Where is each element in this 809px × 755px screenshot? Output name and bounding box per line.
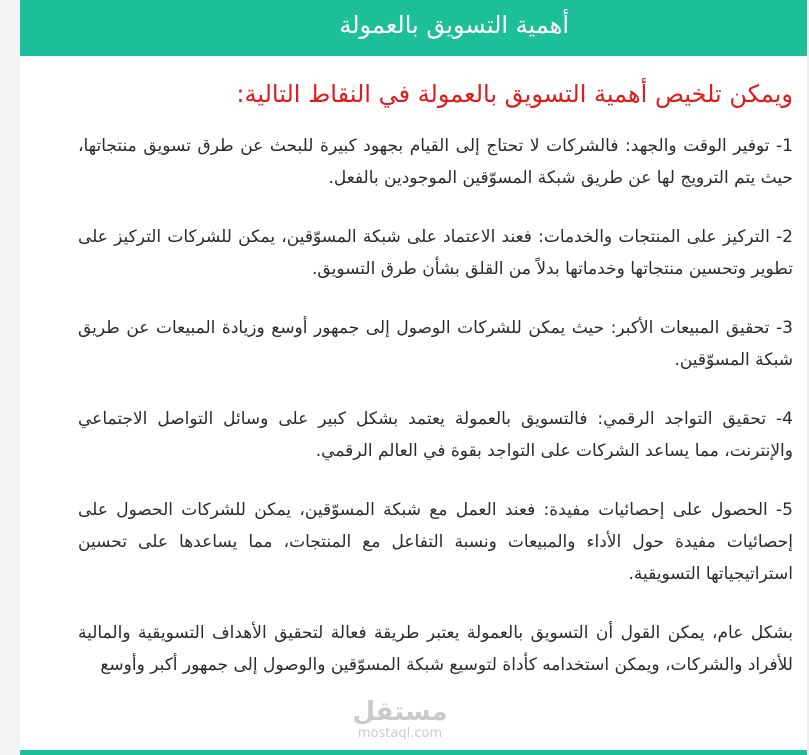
watermark-logo: مستقل — [352, 697, 448, 727]
point-4: 4- تحقيق التواجد الرقمي: فالتسويق بالعمولة يعتمد بشكل كبير على وسائل التواصل الاجتماعي والإنترنت، مما يساعد الشركات على التواجد بقوة في العالم الرقمي. — [78, 409, 793, 461]
point-3: 3- تحقيق المبيعات الأكبر: حيث يمكن للشركات الوصول إلى جمهور أوسع وزيادة المبيعات عن طريق شبكة المسوّقين. — [78, 318, 793, 370]
mostaql-watermark — [340, 697, 460, 755]
article-card — [20, 0, 807, 755]
article-content — [78, 76, 793, 708]
point-2: 2- التركيز على المنتجات والخدمات: فعند الاعتماد على شبكة المسوّقين، يمكن للشركات التركيز على تطوير وتحسين منتجاتها وخدماتها بدلاً من القلق بشأن طرق التسويق. — [78, 227, 793, 279]
page-left-rail — [0, 0, 20, 755]
intro-heading: ويمكن تلخيص أهمية التسويق بالعمولة في النقاط التالية: — [236, 80, 793, 108]
point-1: 1- توفير الوقت والجهد: فالشركات لا تحتاج إلى القيام بجهود كبيرة للبحث عن طرق تسويق منتجاتها، حيث يتم الترويج لها عن طريق شبكة المسوّقين الموجودين بالفعل. — [78, 136, 793, 188]
section-header — [20, 0, 807, 56]
point-5: 5- الحصول على إحصائيات مفيدة: فعند العمل مع شبكة المسوّقين، يمكن للشركات الحصول على إحصائيات مفيدة حول الأداء والمبيعات ونسبة التفاعل مع المنتجات، مما يساعدها على تحسين استراتيجياتها التسويقية. — [78, 500, 793, 584]
section-title: أهمية التسويق بالعمولة — [339, 11, 569, 39]
conclusion-paragraph: بشكل عام، يمكن القول أن التسويق بالعمولة يعتبر طريقة فعالة لتحقيق الأهداف التسويقية والمالية للأفراد والشركات، ويمكن استخدامه كأداة لتوسيع شبكة المسوّقين والوصول إلى جمهور أكبر وأوسع — [78, 623, 793, 675]
watermark-url: mostaql.com — [357, 726, 443, 741]
